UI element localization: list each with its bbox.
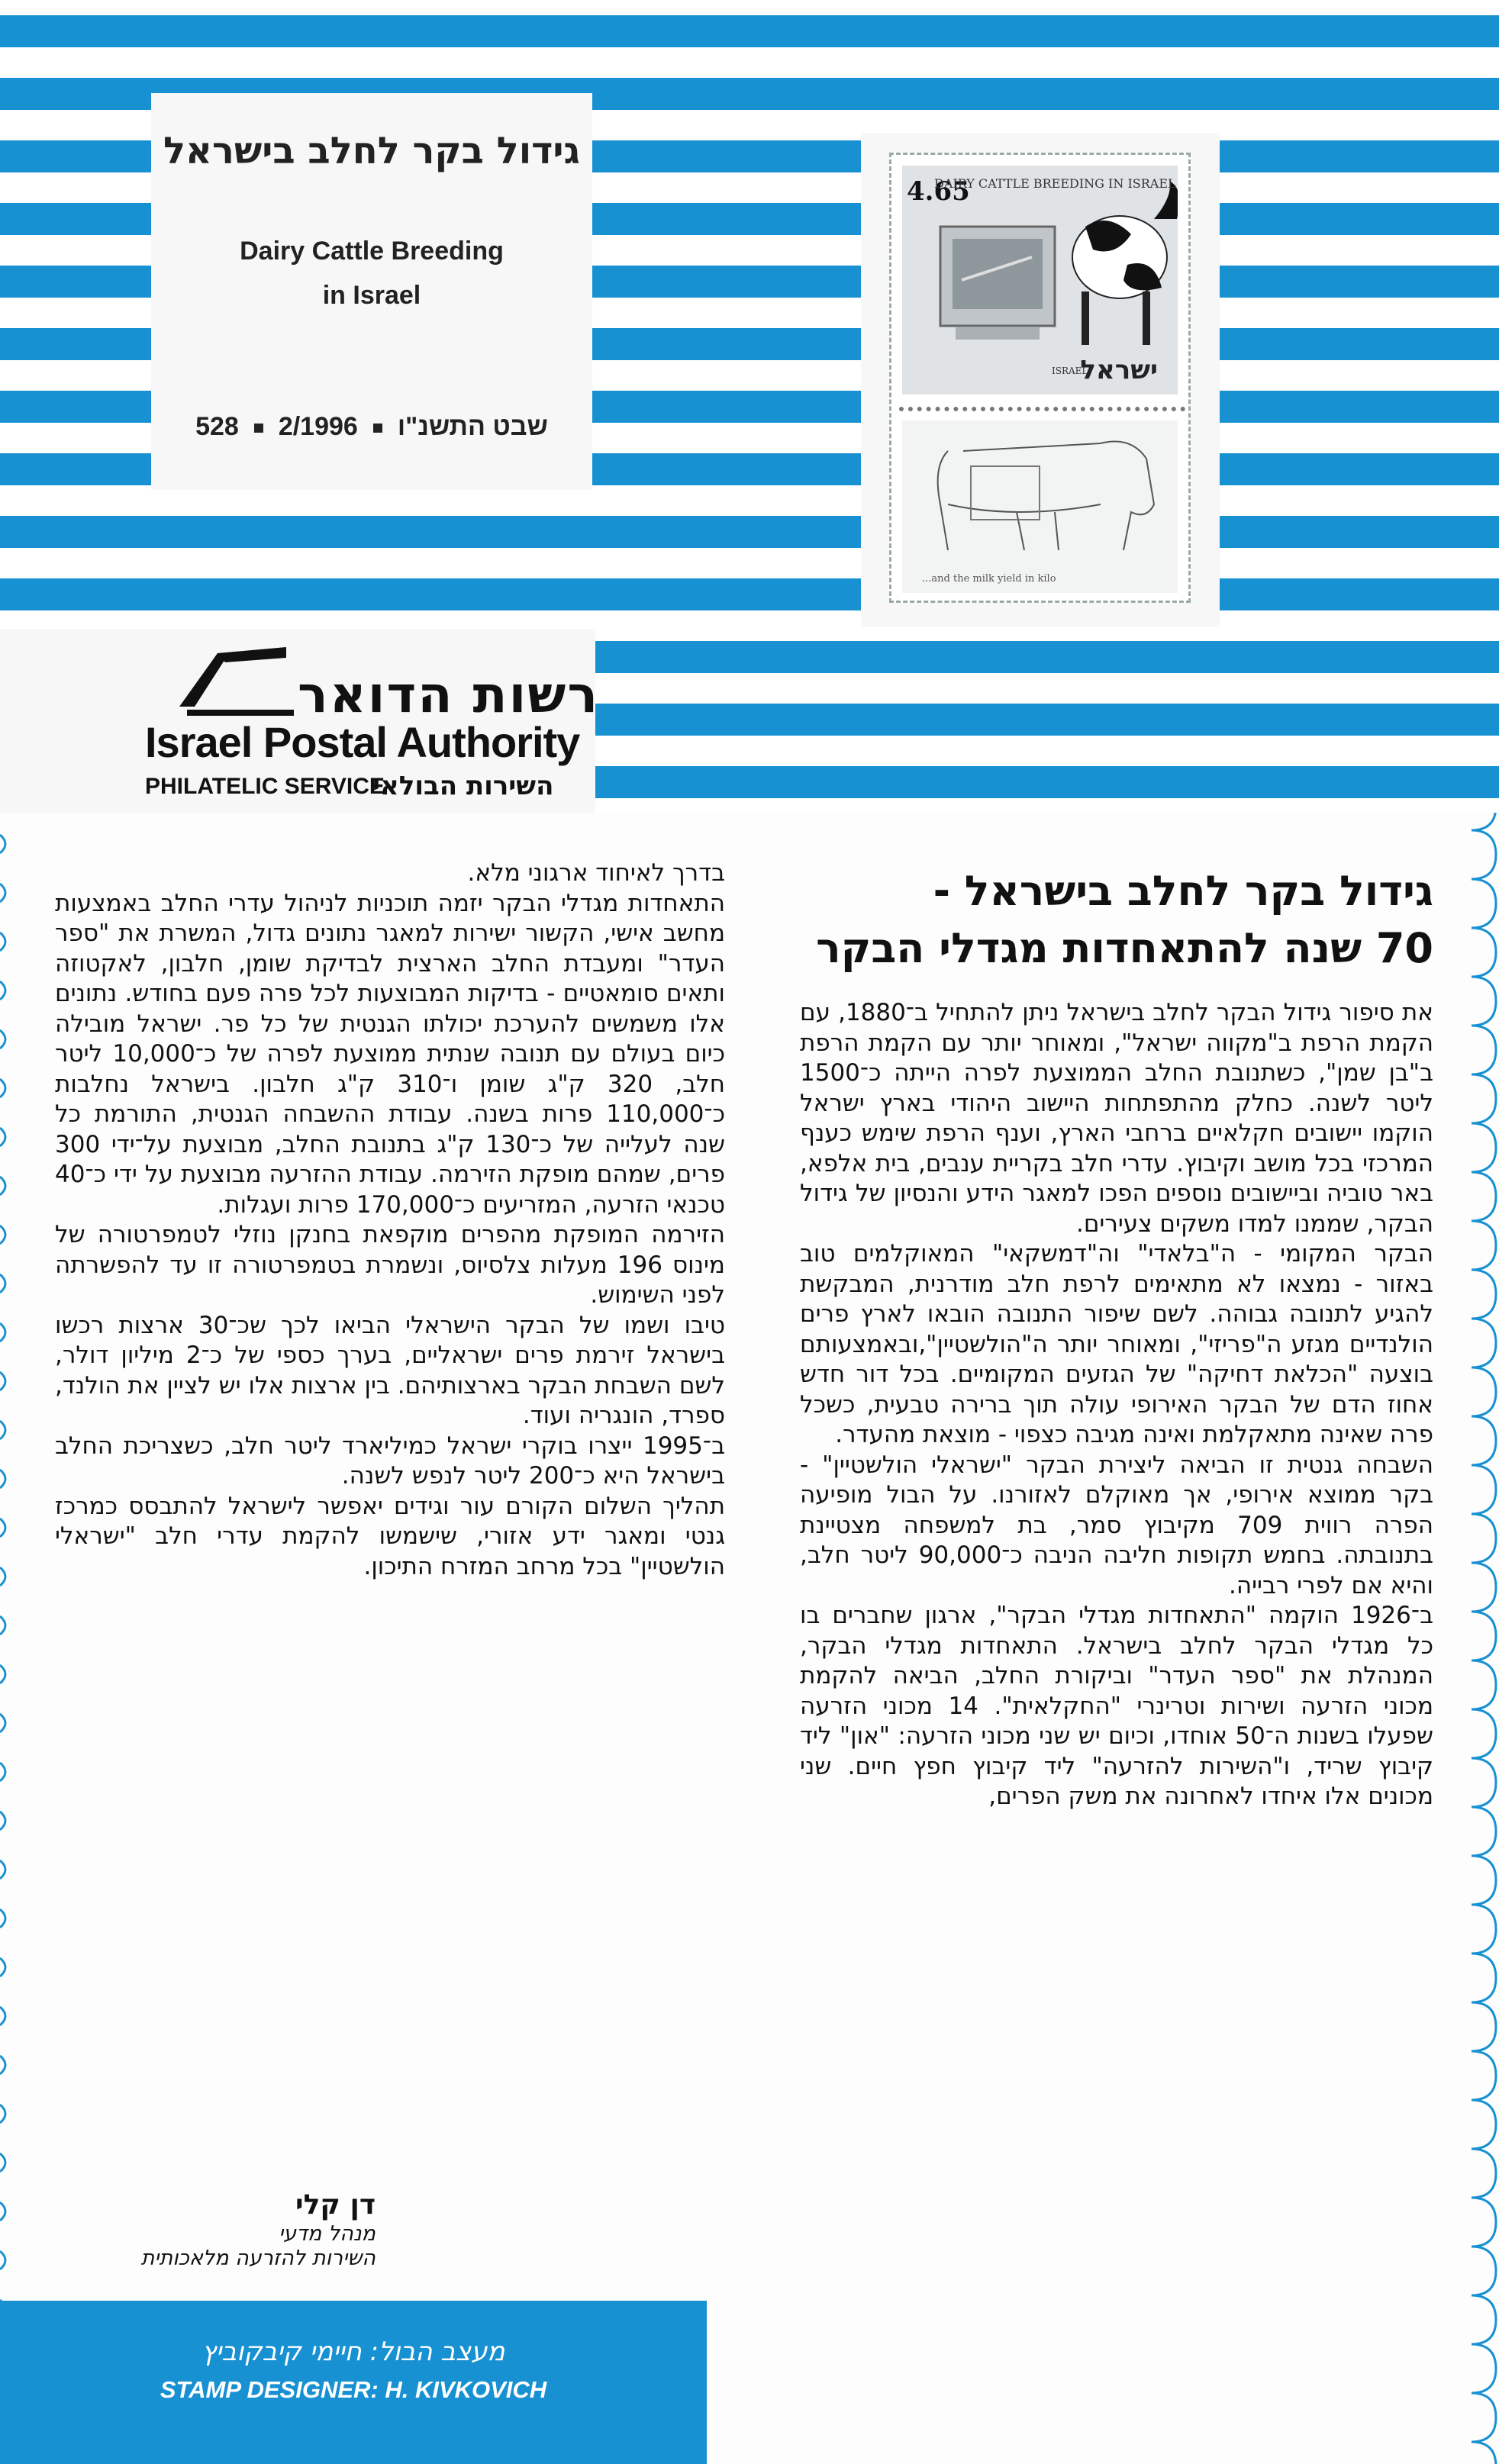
- paragraph: טיבו ושמו של הבקר הישראלי הביאו לכך שכ־30 ארצות רכשו בישראל זירמת פרים ישראליים, בערך כספי של כ־2 מיליון דולר, לשם השבחת הבקר בארצותיהם. בין ארצות אלו יש לציין את הולנד, ספרד, הונגריה ועוד.: [55, 1311, 725, 1429]
- english-title-line: Dairy Cattle Breeding: [240, 237, 504, 266]
- signature-role: מנהל מדעי: [279, 2222, 376, 2246]
- issue-date: 2/1996: [278, 412, 358, 441]
- paragraph: בדרך לאיחוד ארגוני מלא.: [467, 859, 725, 887]
- scalloped-edge: [1464, 0, 1499, 2464]
- paragraph: הבקר המקומי - ה"בלאדי" וה"דמשקאי" המאוקלמים טוב באזור - נמצאו לא מתאימים לרפת חלב מודרנית, המבקשת להגיע לתנובה גבוהה. לשם שיפור התנובה הובאו לארץ פרים הולנדיים מגזע ה"פריזי", ומאוחר יותר ה"הולשטיין",ובאמצעותם בוצעה "הכלאת דחיקה" של הגזעים המקומיים. בכל דור חדש אחוז הדם של הבקר האירופי עולה תוך ברירה טבעית, כשכל פרה שאינה מתאקלמת ואינה מגיבה כצפוי - מוצאת מהעדר.: [800, 1240, 1433, 1448]
- hebrew-title: גידול בקר לחלב בישראל: [163, 130, 580, 172]
- stripe: [0, 516, 1499, 548]
- article-title: [808, 862, 1433, 977]
- article-title-line: גידול בקר לחלב בישראל -: [933, 867, 1433, 915]
- cow-outline-drawing: [902, 420, 1178, 573]
- article-title-line: 70 שנה להתאחדות מגדלי הבקר: [816, 924, 1433, 972]
- stamp-country-english: ISRAEL: [1052, 366, 1088, 376]
- separator-square: [373, 424, 382, 433]
- issue-info: [151, 412, 592, 442]
- stamp: [889, 153, 1191, 603]
- stripe: [0, 15, 1499, 47]
- paragraph: תהליך השלום הקורם עור וגידים יאפשר לישראל להתבסס כמרכז גנטי ומאגר ידע אזורי, שישמשו להקמת עדרי חלב "ישראלי הולשטיין" בכל מרחב המזרח התיכון.: [55, 1492, 725, 1580]
- issue-hebrew-date: שבט התשנ"ו: [397, 412, 548, 441]
- paragraph: ב־1926 הוקמה "התאחדות מגדלי הבקר", ארגון שחברים בו כל מגדלי הבקר לחלב בישראל. התאחדות מגדלי הבקר, המנהלת את "ספר העדר" וביקורת החלב, הביאה להקמת מכוני הזרעה ושירות וטרינרי "החקלאית". 14 מכוני הזרעה שפעלו בשנות ה־50 אוחדו, וכיום יש שני מכוני הזרעה: "און" ליד קיבוץ שריד, ו"השירות להזרעה" ליד קיבוץ חפץ חיים. שני מכונים אלו איחדו לאחרונה את משק הפרים,: [800, 1602, 1434, 1810]
- paragraph: התאחדות מגדלי הבקר יזמה תוכניות לניהול עדרי החלב באמצעות מחשב אישי, הקשור ישירות למאגר נתונים גדול, המשרת את "ספר העדר" ומעבדת החלב הארצית לבדיקת שומן, חלבון, לאקטוזה ותאים סומאטיים - בדיקות המבוצעות לכל פרה פעם בחודש. נתונים אלו משמשים להערכת יכולתו הגנטית של כל פר. ישראל מובילה כיום בעולם עם תנובה שנתית ממוצעת לפרה של כ־10,000 ליטר חלב, 320 ק"ג שומן ו־310 ק"ג חלבון. בישראל נחלבות כ־110,000 פרות בשנה. עבודת ההשבחה הגנטית, התורמת כל שנה לעלייה של כ־130 ק"ג בתנובת החלב, מבוצעת על־ידי 300 פרים, שמהם מופקת הזירמה. עבודת ההזרעה מבוצעת על ידי כ־40 טכנאי הזרעה, המזריעים כ־170,000 פרות ועגלות.: [55, 889, 725, 1219]
- article-right-column: [800, 998, 1433, 1812]
- postal-authority-logo-icon: [172, 638, 301, 722]
- stamp-tab: [902, 420, 1178, 593]
- english-title-line: in Israel: [322, 281, 421, 310]
- philatelic-service-english: PHILATELIC SERVICE: [145, 774, 385, 799]
- philatelic-service-hebrew: השירות הבולאי: [372, 771, 554, 801]
- signature-name: דן קלי: [295, 2189, 376, 2221]
- paragraph: השבחה גנטית זו הביאה ליצירת הבקר "ישראלי הולשטיין" - בקר ממוצא אירופי, אך מאוקלם לאזורנו. על הבול מופיעה הפרה רווית 709 מקיבוץ סמר, בת למשפחה מצטיינת בתנובתה. בחמש תקופות חליבה הניבה כ־90,000 ליטר חלב, והיא אם לפרי רבייה.: [800, 1451, 1433, 1599]
- stamp-image: [902, 166, 1178, 395]
- logo-english-name: Israel Postal Authority: [145, 718, 580, 766]
- perforation: [899, 407, 1185, 411]
- signature-org: השירות להזרעה מלאכותית: [140, 2247, 376, 2270]
- stamp-country-hebrew: ישראל: [1080, 355, 1158, 385]
- signature-block: [55, 2189, 376, 2271]
- stamp-designer-hebrew: מעצב הבול: חיימי קיבקוביץ: [201, 2337, 505, 2367]
- article-left-column: [55, 858, 725, 1582]
- paragraph: ב־1995 ייצרו בוקרי ישראל כמיליארד ליטר חלב, כשצריכת החלב בישראל היא כ־200 ליטר לנפש לשנה.: [55, 1432, 725, 1490]
- english-title: [151, 229, 592, 317]
- issue-number: 528: [195, 412, 239, 441]
- paragraph: הזירמה המופקת מהפרים מוקפאת בחנקן נוזלי לטמפרטורה של מינוס 196 מעלות צלסיוס, ונשמרת בטמפרטורה זו עד להפשרתה לפני השימוש.: [55, 1221, 725, 1309]
- stamp-tab-text: ...and the milk yield in kilo: [922, 573, 1056, 585]
- logo-hebrew-name: רשות הדואר: [298, 665, 600, 724]
- left-edge-notches: [0, 0, 14, 2464]
- stripe: [0, 578, 1499, 610]
- stamp-designer-english: STAMP DESIGNER: H. KIVKOVICH: [160, 2376, 547, 2403]
- stamp-caption: DAIRY CATTLE BREEDING IN ISRAEL: [934, 176, 1176, 191]
- separator-square: [254, 424, 263, 433]
- paragraph: את סיפור גידול הבקר לחלב בישראל ניתן להתחיל ב־1880, עם הקמת הרפת ב"מקווה ישראל", ומאוחר יותר עם הקמת הרפת ב"בן שמן", כשתנובת החלב הממוצעת לפרה הייתה כ־1500 ליטר לשנה. כחלק מהתפתחות היישוב היהודי בארץ ישראל הוקמו יישובים חקלאיים ברחבי הארץ, וענף הרפת שימש כענף המרכזי בכל מושב וקיבוץ. עדרי חלב בקריית ענבים, בית אלפא, באר טוביה וביישובים נוספים הפכו למאגר הידע והנסיון של גידול הבקר, שממנו למדו משקים צעירים.: [800, 999, 1433, 1238]
- stamp-denomination: 4.65: [907, 176, 970, 207]
